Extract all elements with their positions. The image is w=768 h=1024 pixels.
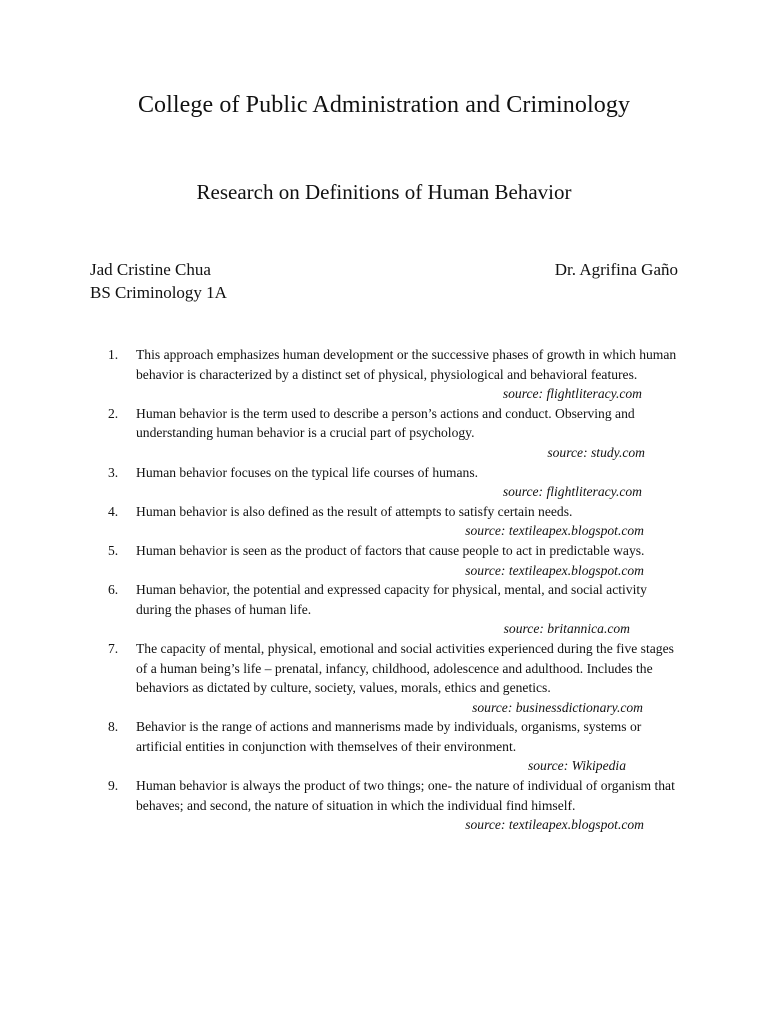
- item-text: Human behavior is also defined as the result of attempts to satisfy certain needs.: [136, 503, 573, 519]
- college-heading: College of Public Administration and Criminology: [137, 92, 631, 118]
- document-title: Research on Definitions of Human Behavior: [196, 180, 572, 204]
- instructor-name: Dr. Agrifina Gaño: [554, 260, 678, 279]
- item-source: source: Wikipedia: [527, 758, 626, 774]
- item-number: 2.: [108, 405, 119, 421]
- list-item: [108, 463, 680, 502]
- item-source: source: flightliteracy.com: [502, 484, 642, 500]
- item-number: 4.: [108, 503, 119, 519]
- instructor-block: [555, 258, 678, 281]
- item-source: source: textileapex.blogspot.com: [465, 562, 644, 578]
- list-item: [108, 639, 680, 717]
- list-item: [108, 345, 680, 404]
- item-number: 7.: [108, 640, 119, 656]
- item-number: 3.: [108, 464, 119, 480]
- list-item: [108, 502, 680, 541]
- item-source: source: flightliteracy.com: [502, 386, 642, 402]
- item-text: Human behavior is the term used to describe a person’s actions and conduct. Observing and understanding human behavior is a crucial part of psychology.: [136, 405, 635, 441]
- item-text: Human behavior focuses on the typical life courses of humans.: [136, 464, 479, 480]
- item-source: source: textileapex.blogspot.com: [465, 523, 644, 539]
- author-course: BS Criminology 1A: [90, 283, 227, 302]
- item-source: source: textileapex.blogspot.com: [465, 817, 644, 833]
- item-text: Human behavior is always the product of two things; one- the nature of individual of organism that behaves; and second, the nature of situation in which the individual find himself.: [136, 778, 675, 813]
- item-text: Human behavior is seen as the product of factors that cause people to act in predictable ways.: [136, 542, 645, 558]
- list-item: [108, 580, 680, 639]
- list-item: [108, 776, 680, 835]
- item-text: This approach emphasizes human development or the successive phases of growth in which human behavior is characterized by a distinct set of physical, physiological and behavioral features.: [136, 347, 677, 382]
- item-number: 5.: [108, 542, 119, 558]
- item-text: The capacity of mental, physical, emotional and social activities experienced during the five stages of a human being’s life – prenatal, infancy, childhood, adolescence and adulthood. Includes the behaviors as dictated by culture, society, values, morals, ethics and genetics.: [136, 640, 674, 696]
- item-number: 6.: [108, 582, 119, 598]
- list-item: [108, 717, 680, 776]
- item-source: source: britannica.com: [503, 621, 630, 637]
- item-source: source: businessdictionary.com: [472, 699, 643, 715]
- item-number: 8.: [108, 719, 119, 735]
- list-item: [108, 404, 680, 463]
- item-text: Behavior is the range of actions and mannerisms made by individuals, organisms, systems or artificial entities in conjunction with themselves of their environment.: [136, 719, 642, 754]
- list-item: [108, 541, 680, 580]
- item-number: 1.: [108, 347, 119, 362]
- item-text: Human behavior, the potential and expressed capacity for physical, mental, and social activity during the phases of human life.: [136, 582, 647, 617]
- author-name: Jad Cristine Chua: [90, 260, 211, 279]
- item-source: source: study.com: [547, 444, 645, 460]
- author-block: [90, 258, 227, 304]
- item-number: 9.: [108, 778, 119, 794]
- definitions-list: [108, 345, 680, 835]
